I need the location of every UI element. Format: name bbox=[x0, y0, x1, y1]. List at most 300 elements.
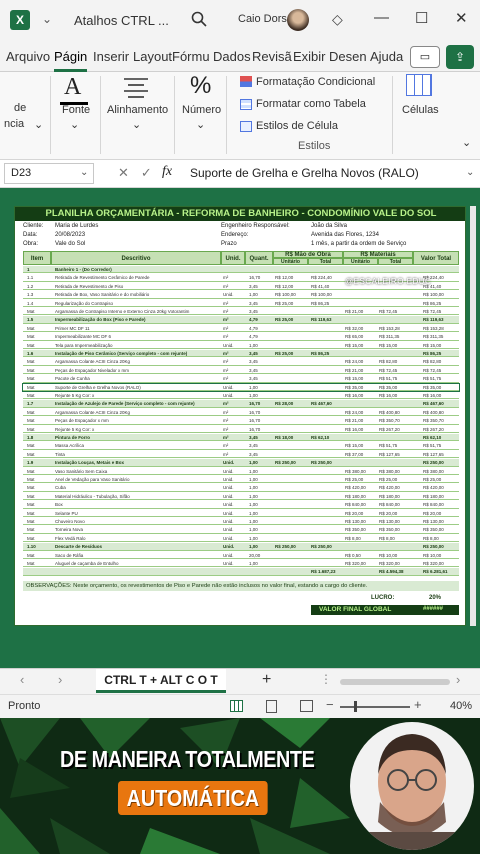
ribbon-left-label-2[interactable]: ncia bbox=[4, 118, 25, 130]
cell-unid[interactable]: Unid. bbox=[223, 393, 234, 398]
lucro-value[interactable]: 20% bbox=[429, 595, 442, 601]
cell-mat-total[interactable]: R$ 51,75 bbox=[379, 376, 398, 382]
cell-valor-total[interactable]: R$ 100,00 bbox=[423, 292, 444, 298]
table-row[interactable] bbox=[23, 535, 459, 542]
table-row[interactable] bbox=[23, 316, 459, 323]
cell-mat-total[interactable]: R$ 267,20 bbox=[379, 426, 400, 432]
formatacao-condicional-button[interactable]: Formatação Condicional bbox=[256, 76, 376, 88]
cell-unid[interactable]: m² bbox=[223, 275, 229, 281]
cell-descritivo[interactable]: Retirada de Revestimento Cerâmico de Parede bbox=[55, 275, 150, 281]
valor-final-value[interactable]: ###### bbox=[423, 606, 444, 612]
chevron-down-icon[interactable]: ⌄ bbox=[196, 119, 206, 131]
cell-mat-unitario[interactable]: R$ 180,00 bbox=[345, 493, 366, 499]
cell-valor-total[interactable]: R$ 8,00 bbox=[423, 535, 439, 541]
cell-descritivo[interactable]: Saco de Ráfia bbox=[55, 552, 84, 558]
cell-unid[interactable]: m² bbox=[223, 435, 229, 440]
cell-valor-total[interactable]: R$ 62,10 bbox=[423, 435, 442, 440]
cell-mat-total[interactable]: R$ 51,75 bbox=[379, 443, 398, 449]
cell-unid[interactable]: Unid. bbox=[223, 468, 234, 474]
cell-item[interactable]: Mat bbox=[27, 477, 35, 482]
table-row[interactable] bbox=[23, 333, 459, 340]
cell-descritivo[interactable]: Aluguel de caçamba de Entulho bbox=[55, 561, 119, 566]
cell-quant[interactable]: 1,00 bbox=[249, 535, 258, 541]
excel-logo-icon[interactable]: X bbox=[10, 10, 30, 30]
cell-mat-unitario[interactable]: R$ 21,00 bbox=[345, 367, 364, 373]
cell-quant[interactable]: 4,79 bbox=[249, 317, 258, 323]
cell-valor-total[interactable]: R$ 51,75 bbox=[423, 443, 442, 449]
cell-quant[interactable]: 3,45 bbox=[249, 283, 258, 289]
table-row[interactable] bbox=[23, 417, 459, 424]
cell-quant[interactable]: 1,00 bbox=[249, 342, 258, 348]
celulas-label[interactable]: Células bbox=[402, 104, 439, 116]
cell-unid[interactable]: Unid. bbox=[223, 502, 234, 508]
tab-ajuda[interactable]: Ajuda bbox=[370, 49, 404, 64]
cell-unid[interactable]: m² bbox=[223, 283, 229, 289]
cell-descritivo[interactable]: Pacote de Cunha bbox=[55, 376, 90, 382]
cell-descritivo[interactable]: Selante PU bbox=[55, 510, 78, 516]
cell-item[interactable]: Mat bbox=[27, 342, 35, 348]
conditional-format-icon[interactable] bbox=[240, 76, 252, 87]
tab-layout[interactable]: Layout bbox=[133, 49, 173, 64]
cell-descritivo[interactable]: Material Hidráulico - Tubulação, Sifão bbox=[55, 493, 130, 499]
cell-item[interactable]: Mat bbox=[27, 552, 35, 558]
cell-valor-total[interactable]: R$ 130,00 bbox=[423, 519, 444, 524]
table-row[interactable] bbox=[23, 350, 459, 357]
cell-mo-total[interactable]: R$ 250,00 bbox=[311, 460, 332, 466]
cell-unid[interactable]: m² bbox=[223, 325, 229, 331]
chevron-down-icon[interactable]: ⌄ bbox=[466, 167, 475, 178]
cell-unid[interactable]: m² bbox=[223, 376, 229, 382]
cell-mo-total[interactable]: R$ 41,40 bbox=[311, 283, 330, 289]
cell-item[interactable]: Mat bbox=[27, 334, 35, 340]
cell-descritivo[interactable]: Descarte de Resíduos bbox=[55, 544, 103, 550]
cell-mat-unitario[interactable]: R$ 21,00 bbox=[345, 418, 364, 424]
cell-quant[interactable]: 1,00 bbox=[249, 519, 258, 524]
cell-mat-total[interactable]: R$ 72,45 bbox=[379, 309, 398, 314]
cell-mo-total[interactable]: R$ 224,40 bbox=[311, 275, 332, 281]
alinhamento-label[interactable]: Alinhamento bbox=[107, 104, 169, 116]
cell-mo-total[interactable]: R$ 250,00 bbox=[311, 544, 332, 550]
cell-valor-total[interactable]: R$ 127,65 bbox=[423, 451, 444, 457]
cell-mat-unitario[interactable]: R$ 32,00 bbox=[345, 325, 364, 331]
cell-valor-total[interactable]: R$ 420,00 bbox=[423, 485, 444, 491]
share-button[interactable]: ⇪ bbox=[446, 45, 474, 69]
cell-mat-total[interactable]: R$ 20,00 bbox=[379, 510, 398, 516]
table-row[interactable] bbox=[23, 358, 459, 365]
cell-unid[interactable]: m² bbox=[223, 309, 229, 314]
cell-valor-total[interactable]: R$ 72,45 bbox=[423, 367, 442, 373]
restore-button[interactable]: ☐ bbox=[415, 10, 429, 27]
cell-descritivo[interactable]: Cuba bbox=[55, 485, 66, 491]
cell-mo-total[interactable]: R$ 86,25 bbox=[311, 300, 330, 306]
cell-unid[interactable]: Unid. bbox=[223, 552, 234, 558]
cell-descritivo[interactable]: Peças de Espaçador x mm bbox=[55, 418, 109, 424]
cell-mat-total[interactable]: R$ 8,00 bbox=[379, 535, 395, 541]
cell-unid[interactable]: Unid. bbox=[223, 561, 234, 566]
tab-arquivo[interactable]: Arquivo bbox=[6, 49, 51, 64]
worksheet-area[interactable] bbox=[0, 188, 480, 668]
cell-mat-total[interactable]: R$ 840,00 bbox=[379, 502, 400, 508]
next-sheet-icon[interactable]: › bbox=[58, 672, 63, 687]
cell-item[interactable]: Mat bbox=[27, 393, 35, 398]
data-value[interactable]: 20/08/2023 bbox=[55, 232, 86, 238]
cell-descritivo[interactable]: Torneira Nova bbox=[55, 527, 84, 533]
cell-unid[interactable]: Unid. bbox=[223, 292, 234, 298]
cell-quant[interactable]: 3,45 bbox=[249, 300, 258, 306]
cell-item[interactable]: 1.8 bbox=[27, 435, 34, 440]
page-break-icon[interactable] bbox=[300, 700, 313, 712]
tab-exibir[interactable]: Exibir bbox=[293, 49, 326, 64]
table-row[interactable] bbox=[23, 400, 459, 407]
tab-desenvolvedor[interactable]: Desen bbox=[329, 49, 367, 64]
cell-unid[interactable]: Unid. bbox=[223, 460, 235, 466]
cell-quant[interactable]: 4,79 bbox=[249, 325, 258, 331]
cell-mo-total[interactable]: R$ 100,00 bbox=[311, 292, 332, 298]
cell-unid[interactable]: Unid. bbox=[223, 485, 234, 491]
cell-mo-unitario[interactable]: R$ 28,00 bbox=[275, 401, 294, 407]
zoom-slider-thumb[interactable] bbox=[354, 701, 357, 712]
cell-descritivo[interactable]: Anel de Vedação para Vaso Sanitário bbox=[55, 477, 130, 482]
cell-quant[interactable]: 3,45 bbox=[249, 367, 258, 373]
cell-quant[interactable]: 1,00 bbox=[249, 561, 258, 566]
cell-item[interactable]: Mat bbox=[27, 426, 35, 432]
cell-item[interactable]: Mat bbox=[27, 309, 35, 314]
cell-quant[interactable]: 3,45 bbox=[249, 309, 258, 314]
cell-mat-total[interactable]: R$ 311,35 bbox=[379, 334, 400, 340]
table-row[interactable] bbox=[23, 384, 459, 391]
cell-mat-total[interactable]: R$ 25,00 bbox=[379, 477, 398, 482]
align-icon[interactable] bbox=[124, 76, 148, 98]
comments-button[interactable]: ▭ bbox=[410, 46, 440, 68]
cell-mat-total[interactable]: R$ 4.594,38 bbox=[379, 569, 404, 575]
numero-label[interactable]: Número bbox=[182, 104, 222, 116]
cell-descritivo[interactable]: Flex Vedá Ralo bbox=[55, 535, 86, 541]
cell-descritivo[interactable]: Vaso Sanitário Sem Caixa bbox=[55, 468, 108, 474]
cell-unid[interactable]: Unid. bbox=[223, 384, 234, 390]
cell-valor-total[interactable]: R$ 86,25 bbox=[423, 351, 442, 356]
cell-item[interactable]: Mat bbox=[27, 451, 35, 457]
window-title[interactable]: Atalhos CTRL ... bbox=[74, 13, 169, 28]
cell-mo-total[interactable]: R$ 62,10 bbox=[311, 435, 330, 440]
cell-quant[interactable]: 16,70 bbox=[249, 409, 261, 415]
cell-valor-total[interactable]: R$ 380,00 bbox=[423, 468, 444, 474]
cell-item[interactable]: 1 bbox=[27, 267, 30, 272]
cell-item[interactable]: Mat bbox=[27, 493, 35, 499]
cell-quant[interactable]: 3,45 bbox=[249, 451, 258, 457]
cell-item[interactable]: 1.7 bbox=[27, 401, 34, 407]
cell-unid[interactable]: Unid. bbox=[223, 477, 234, 482]
cell-item[interactable]: 1.1 bbox=[27, 275, 34, 281]
cell-style-icon[interactable] bbox=[240, 121, 252, 132]
cell-descritivo[interactable]: Tela para Impermeabilização bbox=[55, 342, 113, 348]
cell-mat-unitario[interactable]: R$ 20,00 bbox=[345, 510, 364, 516]
cell-item[interactable]: 1.10 bbox=[27, 544, 36, 550]
cell-quant[interactable]: 4,79 bbox=[249, 334, 258, 340]
cell-mat-unitario[interactable]: R$ 8,00 bbox=[345, 535, 361, 541]
cell-item[interactable]: Mat bbox=[27, 443, 35, 449]
cell-quant[interactable]: 1,00 bbox=[249, 393, 258, 398]
cell-mat-total[interactable]: R$ 320,00 bbox=[379, 561, 400, 566]
quick-access-chevron-icon[interactable]: ⌄ bbox=[42, 12, 53, 26]
cell-valor-total[interactable]: R$ 350,70 bbox=[423, 418, 444, 424]
cell-quant[interactable]: 1,00 bbox=[249, 493, 258, 499]
cell-valor-total[interactable]: R$ 400,80 bbox=[423, 409, 444, 415]
cell-item[interactable]: 1.9 bbox=[27, 460, 34, 466]
cell-descritivo[interactable]: Retirada de Revestimento de Piso bbox=[55, 283, 124, 289]
cell-valor-total[interactable]: R$ 86,25 bbox=[423, 300, 442, 306]
cell-mat-total[interactable]: R$ 130,00 bbox=[379, 519, 400, 524]
formatar-tabela-button[interactable]: Formatar como Tabela bbox=[256, 98, 366, 110]
cell-mat-unitario[interactable]: R$ 16,00 bbox=[345, 393, 364, 398]
observacoes-note[interactable]: OBSERVAÇÕES: Neste orçamento, os revestimentos de Piso e Parede não estão inclusos no valor final, estando a cargo do cliente. bbox=[23, 581, 459, 591]
cell-valor-total[interactable]: R$ 6.281,61 bbox=[423, 569, 448, 575]
cell-quant[interactable]: 3,45 bbox=[249, 376, 258, 382]
cell-mo-total[interactable]: R$ 467,60 bbox=[311, 401, 332, 407]
cell-item[interactable]: Mat bbox=[27, 367, 35, 373]
cell-quant[interactable]: 3,45 bbox=[249, 435, 258, 440]
cell-quant[interactable]: 16,70 bbox=[249, 401, 261, 407]
cell-valor-total[interactable]: R$ 25,00 bbox=[423, 477, 442, 482]
cell-item[interactable]: Mat bbox=[27, 561, 35, 566]
cell-mo-unitario[interactable]: R$ 250,00 bbox=[275, 460, 296, 466]
zoom-out-button[interactable]: − bbox=[326, 697, 334, 712]
cell-mo-total[interactable]: R$ 1.687,23 bbox=[311, 569, 336, 575]
chevron-down-icon[interactable]: ⌄ bbox=[132, 119, 142, 131]
cell-descritivo[interactable]: Box bbox=[55, 502, 63, 508]
cell-quant[interactable]: 3,45 bbox=[249, 359, 258, 365]
cell-valor-total[interactable]: R$ 16,00 bbox=[423, 393, 442, 398]
cell-mat-total[interactable]: R$ 82,80 bbox=[379, 359, 398, 365]
cell-unid[interactable]: m² bbox=[223, 359, 229, 365]
cell-valor-total[interactable]: R$ 15,00 bbox=[423, 342, 442, 348]
more-options-icon[interactable]: ⋮ bbox=[320, 672, 332, 686]
formula-icons[interactable]: ✕✓ bbox=[118, 165, 164, 180]
zoom-level[interactable]: 40% bbox=[450, 700, 473, 712]
user-name[interactable]: Caio Dors bbox=[238, 13, 287, 25]
cell-descritivo[interactable]: Chuveiro Novo bbox=[55, 519, 85, 524]
cell-descritivo[interactable]: Instalação de Azulejo de Parede (Serviço completo - com rejunte) bbox=[55, 401, 195, 407]
cell-quant[interactable]: 3,45 bbox=[249, 351, 258, 356]
table-row[interactable] bbox=[23, 266, 459, 273]
table-row[interactable] bbox=[23, 342, 459, 349]
cell-descritivo[interactable]: Rejunte 5 Kg Cor: x bbox=[55, 393, 95, 398]
cell-quant[interactable]: 1,00 bbox=[249, 460, 258, 466]
obra-value[interactable]: Vale do Sol bbox=[55, 241, 86, 247]
cell-item[interactable]: Mat bbox=[27, 376, 35, 382]
table-row[interactable] bbox=[23, 308, 459, 315]
cell-mat-total[interactable]: R$ 400,80 bbox=[379, 409, 400, 415]
cell-mo-unitario[interactable]: R$ 12,00 bbox=[275, 283, 294, 289]
add-sheet-button[interactable]: + bbox=[262, 671, 272, 688]
cell-unid[interactable]: m² bbox=[223, 367, 229, 373]
table-row[interactable] bbox=[23, 484, 459, 491]
table-row[interactable] bbox=[23, 493, 459, 500]
vertical-scrollbar[interactable] bbox=[470, 206, 476, 626]
function-icon[interactable]: fx bbox=[162, 164, 173, 179]
table-row[interactable] bbox=[23, 543, 459, 550]
minimize-button[interactable]: — bbox=[374, 9, 389, 26]
cell-unid[interactable]: m² bbox=[223, 443, 229, 449]
cell-quant[interactable]: 1,00 bbox=[249, 384, 258, 390]
cell-valor-total[interactable]: R$ 840,00 bbox=[423, 502, 444, 508]
cell-item[interactable]: Mat bbox=[27, 359, 35, 365]
cell-valor-total[interactable]: R$ 320,00 bbox=[423, 561, 444, 566]
cell-valor-total[interactable]: R$ 224,40 bbox=[423, 275, 444, 281]
cell-unid[interactable]: m² bbox=[223, 451, 229, 457]
cell-mat-total[interactable]: R$ 420,00 bbox=[379, 485, 400, 491]
cell-mat-total[interactable]: R$ 10,00 bbox=[379, 552, 398, 558]
cell-descritivo[interactable]: Pintura de Forro bbox=[55, 435, 91, 440]
zoom-slider[interactable] bbox=[340, 706, 410, 708]
table-row[interactable] bbox=[23, 568, 459, 575]
cell-unid[interactable]: m² bbox=[223, 409, 229, 415]
cell-item[interactable]: Mat bbox=[27, 535, 35, 541]
cell-unid[interactable]: Unid. bbox=[223, 527, 234, 533]
cell-item[interactable]: Mat bbox=[27, 325, 35, 331]
cell-item[interactable]: Mat bbox=[27, 527, 35, 533]
cell-valor-total[interactable]: R$ 267,20 bbox=[423, 426, 444, 432]
cell-item[interactable]: 1.2 bbox=[27, 283, 34, 289]
cell-descritivo[interactable]: Banheiro 1 - (Do Corredor) bbox=[55, 267, 112, 272]
table-row[interactable] bbox=[23, 291, 459, 298]
cell-item[interactable]: Mat bbox=[27, 485, 35, 491]
cell-valor-total[interactable]: R$ 20,00 bbox=[423, 510, 442, 516]
ribbon-left-label-1[interactable]: de bbox=[14, 102, 27, 114]
table-row[interactable] bbox=[23, 434, 459, 441]
cell-descritivo[interactable]: Argamassa Colante ACIII Cinza 20Kg bbox=[55, 359, 131, 365]
cell-descritivo[interactable]: Impermeabilização do Box (Piso e Parede) bbox=[55, 317, 146, 323]
prev-sheet-icon[interactable]: ‹ bbox=[20, 672, 25, 687]
table-row[interactable] bbox=[23, 468, 459, 475]
cell-mat-unitario[interactable]: R$ 380,00 bbox=[345, 468, 366, 474]
cell-valor-total[interactable]: R$ 311,35 bbox=[423, 334, 444, 340]
cell-item[interactable]: Mat bbox=[27, 384, 35, 390]
sheet-tab-active[interactable]: CTRL T + ALT C O T bbox=[96, 669, 226, 693]
table-row[interactable] bbox=[23, 476, 459, 483]
table-row[interactable] bbox=[23, 409, 459, 416]
tab-formulas[interactable]: Fórmu bbox=[172, 49, 210, 64]
cell-item[interactable]: Mat bbox=[27, 468, 35, 474]
cell-mat-total[interactable]: R$ 35,00 bbox=[379, 384, 398, 390]
cell-mat-total[interactable]: R$ 72,45 bbox=[379, 367, 398, 373]
cell-quant[interactable]: 1,00 bbox=[249, 502, 258, 508]
cell-valor-total[interactable]: R$ 467,60 bbox=[423, 401, 444, 407]
cell-unid[interactable]: m² bbox=[223, 426, 229, 432]
cell-quant[interactable]: 1,00 bbox=[249, 468, 258, 474]
cell-mat-total[interactable]: R$ 350,70 bbox=[379, 418, 400, 424]
cell-quant[interactable]: 1,00 bbox=[249, 477, 258, 482]
cell-quant[interactable]: 3,45 bbox=[249, 443, 258, 449]
cell-quant[interactable]: 20,00 bbox=[249, 552, 261, 558]
cell-valor-total[interactable]: R$ 250,00 bbox=[423, 544, 444, 550]
avatar[interactable] bbox=[287, 9, 309, 31]
cell-item[interactable]: 1.5 bbox=[27, 317, 34, 323]
table-row[interactable] bbox=[23, 442, 459, 449]
cell-descritivo[interactable]: Regularização do Contrapiso bbox=[55, 300, 114, 306]
table-row[interactable] bbox=[23, 510, 459, 517]
cell-valor-total[interactable]: R$ 82,80 bbox=[423, 359, 442, 365]
table-row[interactable] bbox=[23, 560, 459, 567]
cell-descritivo[interactable]: Tinta bbox=[55, 451, 65, 457]
cell-descritivo[interactable]: Suporte de Grelha e Grelha Novos (RALO) bbox=[55, 384, 141, 390]
font-icon[interactable]: A bbox=[64, 74, 82, 100]
cell-quant[interactable]: 16,70 bbox=[249, 418, 261, 424]
cell-valor-total[interactable]: R$ 51,75 bbox=[423, 376, 442, 382]
cell-unid[interactable]: Unid. bbox=[223, 493, 234, 499]
cell-descritivo[interactable]: Massa Acrílica bbox=[55, 443, 85, 449]
cell-unid[interactable]: m² bbox=[223, 351, 229, 356]
estilos-celula-button[interactable]: Estilos de Célula bbox=[256, 120, 338, 132]
table-row[interactable] bbox=[23, 451, 459, 458]
premium-diamond-icon[interactable]: ◇ bbox=[332, 11, 343, 27]
cell-item[interactable]: Mat bbox=[27, 502, 35, 508]
cell-quant[interactable]: 1,00 bbox=[249, 527, 258, 533]
cell-valor-total[interactable]: R$ 41,40 bbox=[423, 283, 442, 289]
cell-valor-total[interactable]: R$ 119,63 bbox=[423, 317, 444, 323]
tab-revisao[interactable]: Revisã bbox=[252, 49, 292, 64]
name-box[interactable]: D23 bbox=[4, 163, 94, 184]
tab-pagina-inicial[interactable]: Págin bbox=[54, 49, 88, 64]
cell-mat-unitario[interactable]: R$ 320,00 bbox=[345, 561, 366, 566]
cell-quant[interactable]: 16,70 bbox=[249, 426, 261, 432]
cell-descritivo[interactable]: Argamassa Colante ACIII Cinza 20Kg bbox=[55, 409, 131, 415]
cell-descritivo[interactable]: Instalação de Piso Cerâmico (Serviço completo - com rejunte) bbox=[55, 351, 188, 356]
table-format-icon[interactable] bbox=[240, 99, 252, 110]
cell-item[interactable]: Mat bbox=[27, 418, 35, 424]
tab-dados[interactable]: Dados bbox=[213, 49, 251, 64]
cliente-value[interactable]: Maria de Lurdes bbox=[55, 223, 99, 229]
table-row[interactable] bbox=[23, 392, 459, 399]
cell-descritivo[interactable]: Argamassa de Contrapiso Interno e Externo Cinza 20kg Votorantim bbox=[55, 309, 190, 314]
cell-unid[interactable]: Unid. bbox=[223, 544, 235, 550]
cell-mo-unitario[interactable]: R$ 100,00 bbox=[275, 292, 296, 298]
cell-unid[interactable]: m² bbox=[223, 418, 229, 424]
cell-mat-unitario[interactable]: R$ 15,00 bbox=[345, 443, 364, 449]
cell-descritivo[interactable]: Instalação Louças, Metais e Box bbox=[55, 460, 125, 466]
table-row[interactable] bbox=[23, 375, 459, 382]
cell-mo-unitario[interactable]: R$ 250,00 bbox=[275, 544, 296, 550]
cell-mo-unitario[interactable]: R$ 12,00 bbox=[275, 275, 294, 281]
formula-input[interactable]: Suporte de Grelha e Grelha Novos (RALO) bbox=[190, 166, 419, 180]
normal-view-icon[interactable] bbox=[230, 700, 243, 712]
cell-valor-total[interactable]: R$ 10,00 bbox=[423, 552, 442, 558]
cell-unid[interactable]: m² bbox=[223, 300, 229, 306]
page-layout-icon[interactable] bbox=[266, 700, 277, 713]
cell-unid[interactable]: Unid. bbox=[223, 510, 234, 516]
table-row[interactable] bbox=[23, 367, 459, 374]
cell-quant[interactable]: 1,00 bbox=[249, 292, 258, 298]
cell-descritivo[interactable]: Peças de Espaçador Nivelador x mm bbox=[55, 367, 130, 373]
table-row[interactable] bbox=[23, 552, 459, 559]
cell-mat-unitario[interactable]: R$ 24,00 bbox=[345, 409, 364, 415]
cell-mat-total[interactable]: R$ 380,00 bbox=[379, 468, 400, 474]
cell-mat-unitario[interactable]: R$ 16,00 bbox=[345, 426, 364, 432]
cell-valor-total[interactable]: R$ 180,00 bbox=[423, 493, 444, 499]
zoom-in-button[interactable]: + bbox=[414, 697, 422, 712]
chevron-down-icon[interactable]: ⌄ bbox=[80, 167, 89, 178]
cell-mat-unitario[interactable]: R$ 24,00 bbox=[345, 359, 364, 365]
cell-unid[interactable]: m² bbox=[223, 317, 229, 323]
cell-mo-unitario[interactable]: R$ 25,00 bbox=[275, 317, 294, 323]
cell-valor-total[interactable]: R$ 153,28 bbox=[423, 325, 444, 331]
chevron-down-icon[interactable]: ⌄ bbox=[34, 119, 44, 131]
ribbon-collapse-chevron-icon[interactable]: ⌄ bbox=[462, 137, 472, 149]
cell-unid[interactable]: Unid. bbox=[223, 342, 234, 348]
scroll-right-icon[interactable]: › bbox=[456, 672, 461, 687]
close-button[interactable]: ✕ bbox=[455, 10, 468, 27]
cell-mat-unitario[interactable]: R$ 420,00 bbox=[345, 485, 366, 491]
table-row[interactable] bbox=[23, 518, 459, 525]
